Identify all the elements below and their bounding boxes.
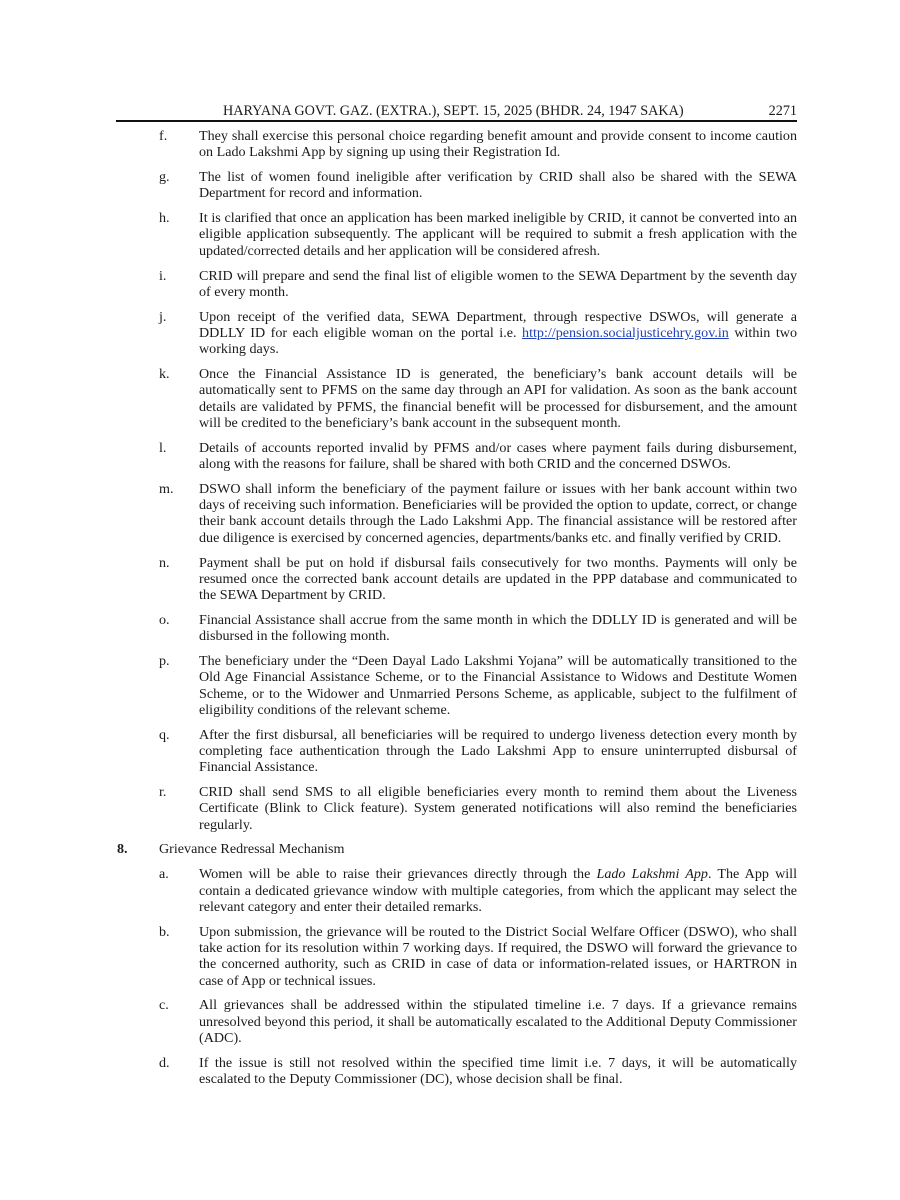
clause-label: a.	[159, 866, 169, 883]
clause-label: l.	[159, 439, 167, 456]
clause-text: Financial Assistance shall accrue from the same month in which the DDLLY ID is generated and will be disbursed in the following month.	[199, 611, 797, 645]
section-number: 8.	[117, 841, 128, 858]
clause-label: g.	[159, 169, 170, 186]
clause-label: q.	[159, 726, 170, 743]
clause-i	[117, 268, 797, 301]
clause-label: b.	[159, 923, 170, 940]
header-rule	[116, 120, 797, 122]
clause-text: After the first disbursal, all beneficiaries will be required to undergo liveness detection every month by completing face authentication through the Lado Lakshmi App to ensure uninterrupted disbursal of Financial Assistance.	[199, 726, 797, 776]
clause-label: c.	[159, 997, 169, 1014]
grievance-clause-d	[117, 1055, 797, 1088]
page-number: 2271	[768, 103, 797, 119]
clause-label: f.	[159, 128, 168, 144]
clause-f	[117, 128, 797, 161]
clause-m	[117, 481, 797, 546]
page-header	[117, 102, 797, 120]
clause-text-after-italic: . The App will contain a dedicated grievance window with multiple categories, from which the applicant may select the relevant category and enter their detailed remarks.	[199, 866, 798, 915]
clause-h	[117, 210, 797, 259]
clause-label: d.	[159, 1054, 170, 1071]
clause-label: p.	[159, 653, 170, 670]
clause-n	[117, 555, 797, 604]
clause-j	[117, 309, 797, 358]
clause-text: If the issue is still not resolved within the specified time limit i.e. 7 days, it will be automatically escalated to the Deputy Commissioner (DC), whose decision shall be final.	[199, 1054, 797, 1088]
clause-q	[117, 727, 797, 776]
clause-text-before-italic: Women will be able to raise their grievances directly through the	[199, 866, 597, 883]
clause-g	[117, 169, 797, 202]
section-heading-grievance	[117, 841, 797, 857]
clause-text: DSWO shall inform the beneficiary of the payment failure or issues with her bank account within two days of receiving such information. Beneficiaries will be provided the option to update, correct, or change their bank account details through the Lado Lakshmi App. The financial assistance will be restored after due diligence is exercised by concerned agencies, departments/banks etc. and finally verified by CRID.	[199, 480, 798, 546]
clause-k	[117, 366, 797, 431]
clause-label: r.	[159, 784, 167, 801]
clause-label: i.	[159, 267, 167, 284]
clause-text: Details of accounts reported invalid by PFMS and/or cases where payment fails during disbursement, along with the reasons for failure, shall be shared with both CRID and the concerned DSWOs.	[199, 439, 797, 473]
clause-r	[117, 784, 797, 833]
clause-text: Once the Financial Assistance ID is generated, the beneficiary’s bank account details will be automatically sent to PFMS on the same day through an API for validation. As soon as the bank account details are validated by PFMS, the financial benefit will be processed for disbursement, and the amount will be credited to the beneficiary’s bank account in the subsequent month.	[199, 366, 797, 431]
clause-text: They shall exercise this personal choice regarding benefit amount and provide consent to income caution on Lado Lakshmi App by signing up using their Registration Id.	[199, 128, 797, 161]
clause-text: CRID shall send SMS to all eligible beneficiaries every month to remind them about the Liveness Certificate (Blink to Click feature). System generated notifications will also remind the beneficiaries regularly.	[199, 784, 797, 833]
clause-text: The beneficiary under the “Deen Dayal Lado Lakshmi Yojana” will be automatically transitioned to the Old Age Financial Assistance Scheme, or to the Financial Assistance to Widows and Destitute Women Scheme, or to the Widower and Unmarried Persons Scheme, as applicable, subject to the fulfilment of eligibility conditions of the relevant scheme.	[199, 653, 797, 718]
clause-label: o.	[159, 611, 170, 628]
grievance-clause-c	[117, 997, 797, 1046]
app-name-italic: Lado Lakshmi App	[596, 866, 708, 883]
clause-text: The list of women found ineligible after verification by CRID shall also be shared with the SEWA Department for record and information.	[199, 169, 797, 202]
clause-text: Payment shall be put on hold if disbursal fails consecutively for two months. Payments will only be resumed once the corrected bank account details are updated in the PPP database and communicated to the SEWA Department by CRID.	[199, 554, 797, 604]
clause-text-after-link: within two working days.	[199, 324, 797, 358]
clause-text-before-link: Upon receipt of the verified data, SEWA Department, through respective DSWOs, will generate a DDLLY ID for each eligible woman on the portal i.e.	[199, 308, 797, 341]
pension-portal-link[interactable]: http://pension.socialjusticehry.gov.in	[522, 324, 729, 341]
clause-label: h.	[159, 210, 170, 227]
clause-text: All grievances shall be addressed within the stipulated timeline i.e. 7 days. If a grievance remains unresolved beyond this period, it shall be automatically escalated to the Additional Deputy Commissioner (ADC).	[199, 997, 797, 1046]
clause-text: CRID will prepare and send the final list of eligible women to the SEWA Department by the seventh day of every month.	[199, 267, 797, 300]
clause-p	[117, 653, 797, 718]
grievance-clause-a	[117, 866, 797, 915]
clause-label: k.	[159, 366, 170, 383]
document-body	[117, 128, 797, 1096]
grievance-clause-b	[117, 924, 797, 989]
clause-o	[117, 612, 797, 645]
clause-text: Upon submission, the grievance will be routed to the District Social Welfare Officer (DSWO), who shall take action for its resolution within 7 working days. If required, the DSWO will forward the grievance to the concerned authority, such as CRID in case of data or information-related issues, or HARTRON in case of App or technical issues.	[199, 923, 797, 989]
clause-text: It is clarified that once an application has been marked ineligible by CRID, it cannot be converted into an eligible application subsequently. The applicant will be required to submit a fresh application with the updated/corrected details and her application will be considered afresh.	[199, 210, 797, 259]
clause-label: m.	[159, 480, 174, 497]
clause-l	[117, 440, 797, 473]
clause-label: j.	[159, 308, 167, 325]
section-title: Grievance Redressal Mechanism	[159, 841, 345, 858]
gazette-title: HARYANA GOVT. GAZ. (EXTRA.), SEPT. 15, 2025 (BHDR. 24, 1947 SAKA)	[223, 103, 684, 119]
clause-label: n.	[159, 554, 170, 571]
